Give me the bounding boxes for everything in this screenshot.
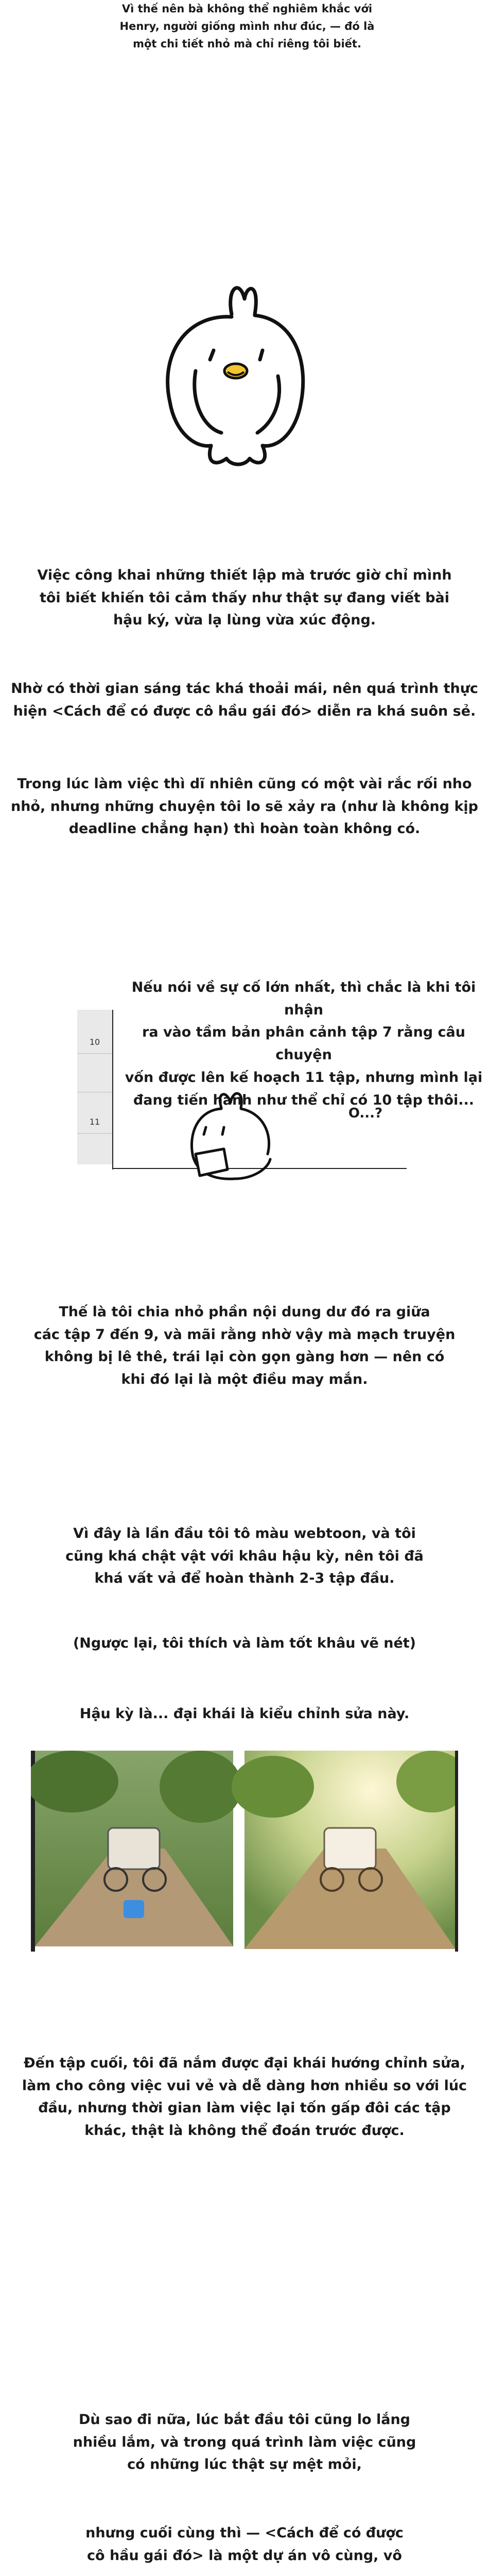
before-after-panels [31, 1751, 458, 1952]
bunny-mascot-illustration [154, 278, 319, 474]
sheet-row-10: 10 [89, 1037, 100, 1047]
intro-text: Vì thế nên bà không thể nghiêm khắc với Henry, người giống mình như đúc, — đó là một chi tiết nhỏ mà chỉ riêng tôi biết. [119, 3, 375, 50]
paragraph-11: nhưng cuối cùng thì — <Cách để có được cô hầu gái đó> là một dự án vô cùng, vô [85, 2525, 404, 2564]
paragraph-2: Nhờ có thời gian sáng tác khá thoải mái, nên quá trình thực hiện <Cách để có được cô hầu gái đó> diễn ra khá suôn sẻ. [11, 681, 478, 719]
paragraph-8: Hậu kỳ là... đại khái là kiểu chỉnh sửa này. [79, 1706, 410, 1722]
paragraph-4: Nếu nói về sự cố lớn nhất, thì chắc là khi tôi nhận ra vào tầm bản phân cảnh tập 7 rằng câu chuyện vốn được lên kế hoạch 11 tập, nhưng mình lại đang tiến hành như thể chỉ có 10 tập thôi... [125, 979, 483, 1108]
paragraph-3: Trong lúc làm việc thì dĩ nhiên cũng có một vài rắc rối nho nhỏ, nhưng những chuyện tôi lo sẽ xảy ra (như là không kịp deadline chẳng hạn) thì hoàn toàn không có. [10, 776, 479, 837]
speech-bubble: O...? [348, 1106, 383, 1121]
paragraph-7: (Ngược lại, tôi thích và làm tốt khâu vẽ nét) [73, 1635, 416, 1651]
paragraph-6: Vì đây là lần đầu tôi tô màu webtoon, và tôi cũng khá chật vật với khâu hậu kỳ, nên tôi đã khá vất vả để hoàn thành 2-3 tập đầu. [65, 1526, 424, 1587]
paragraph-10: Dù sao đi nữa, lúc bắt đầu tôi cũng lo lắng nhiều lắm, và trong quá trình làm việc cũng có những lúc thật sự mệt mỏi, [73, 2412, 416, 2473]
paragraph-9: Đến tập cuối, tôi đã nắm được đại khái hướng chỉnh sửa, làm cho công việc vui vẻ và dễ dàng hơn nhiều so với lúc đầu, nhưng thời gian làm việc lại tốn gấp đôi các tập khác, thật là không thể đoán trước được. [22, 2055, 467, 2139]
paragraph-5: Thế là tôi chia nhỏ phần nội dung dư đó ra giữa các tập 7 đến 9, và mãi rằng nhờ vậy mà mạch truyện không bị lê thê, trái lại còn gọn gàng hơn — nên có khi đó lại là một điều may mắn. [33, 1304, 456, 1388]
sheet-row-11: 11 [89, 1117, 100, 1127]
paragraph-1: Việc công khai những thiết lập mà trước giờ chỉ mình tôi biết khiến tôi cảm thấy như thật sự đang viết bài hậu ký, vừa lạ lùng vừa xúc động. [37, 567, 452, 629]
bunny-laptop-illustration [185, 1087, 293, 1185]
